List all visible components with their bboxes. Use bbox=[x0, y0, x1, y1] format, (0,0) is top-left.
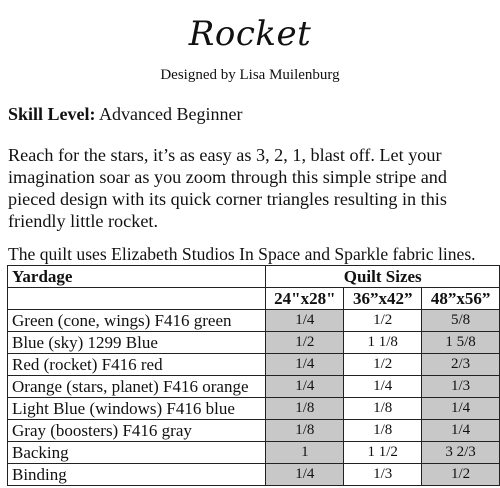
row-value-small: 1/4 bbox=[266, 310, 344, 332]
size-header-small: 24"x28" bbox=[266, 288, 344, 310]
page-title: Rocket bbox=[188, 14, 312, 54]
row-value-medium: 1/3 bbox=[344, 464, 422, 486]
row-value-small: 1/8 bbox=[266, 398, 344, 420]
yardage-header: Yardage bbox=[8, 266, 266, 288]
table-row bbox=[8, 420, 500, 442]
row-value-large: 1 5/8 bbox=[422, 332, 500, 354]
row-value-medium: 1/8 bbox=[344, 398, 422, 420]
table-row bbox=[8, 398, 500, 420]
table-row bbox=[8, 442, 500, 464]
row-item: Binding bbox=[8, 464, 266, 486]
row-item: Gray (boosters) F416 gray bbox=[8, 420, 266, 442]
skill-level bbox=[8, 104, 242, 125]
row-value-medium: 1/4 bbox=[344, 376, 422, 398]
row-value-large: 3 2/3 bbox=[422, 442, 500, 464]
fabric-note: The quilt uses Elizabeth Studios In Space and Sparkle fabric lines. bbox=[8, 244, 476, 264]
row-value-medium: 1/2 bbox=[344, 354, 422, 376]
row-value-large: 1/3 bbox=[422, 376, 500, 398]
table-row bbox=[8, 464, 500, 486]
row-value-large: 1/4 bbox=[422, 420, 500, 442]
quilt-sizes-header: Quilt Sizes bbox=[266, 266, 500, 288]
row-value-large: 2/3 bbox=[422, 354, 500, 376]
size-header-large: 48”x56” bbox=[422, 288, 500, 310]
row-value-small: 1 bbox=[266, 442, 344, 464]
empty-header-cell bbox=[8, 288, 266, 310]
row-item: Light Blue (windows) F416 blue bbox=[8, 398, 266, 420]
row-item: Red (rocket) F416 red bbox=[8, 354, 266, 376]
row-value-small: 1/8 bbox=[266, 420, 344, 442]
table-row bbox=[8, 354, 500, 376]
skill-level-value: Advanced Beginner bbox=[99, 104, 243, 124]
row-value-large: 5/8 bbox=[422, 310, 500, 332]
table-header-row bbox=[8, 266, 500, 288]
row-value-medium: 1 1/8 bbox=[344, 332, 422, 354]
row-value-large: 1/4 bbox=[422, 398, 500, 420]
sizes-header-row bbox=[8, 288, 500, 310]
row-item: Green (cone, wings) F416 green bbox=[8, 310, 266, 332]
row-value-large: 1/2 bbox=[422, 464, 500, 486]
row-value-small: 1/2 bbox=[266, 332, 344, 354]
row-value-small: 1/4 bbox=[266, 354, 344, 376]
row-value-medium: 1 1/2 bbox=[344, 442, 422, 464]
row-value-small: 1/4 bbox=[266, 464, 344, 486]
yardage-table bbox=[7, 265, 500, 486]
row-item: Orange (stars, planet) F416 orange bbox=[8, 376, 266, 398]
row-value-small: 1/4 bbox=[266, 376, 344, 398]
row-item: Backing bbox=[8, 442, 266, 464]
row-value-medium: 1/8 bbox=[344, 420, 422, 442]
row-value-medium: 1/2 bbox=[344, 310, 422, 332]
row-item: Blue (sky) 1299 Blue bbox=[8, 332, 266, 354]
designer-credit: Designed by Lisa Muilenburg bbox=[160, 67, 340, 83]
size-header-medium: 36”x42” bbox=[344, 288, 422, 310]
table-row bbox=[8, 332, 500, 354]
skill-level-label: Skill Level: bbox=[8, 104, 96, 124]
intro-paragraph: Reach for the stars, it’s as easy as 3, 2, 1, blast off. Let your imagination soar as you zoom through this simple stripe and pieced design with its quick corner triangles resulting in this friendly little rocket. bbox=[8, 145, 447, 231]
table-row bbox=[8, 376, 500, 398]
table-row bbox=[8, 310, 500, 332]
